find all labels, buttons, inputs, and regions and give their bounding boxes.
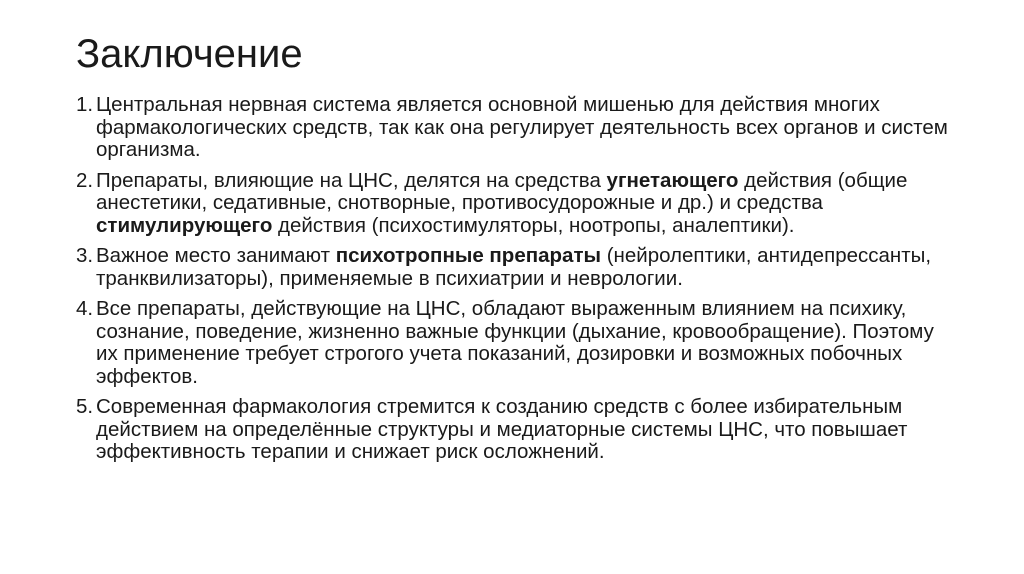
text-segment: Центральная нервная система является основной мишенью для действия многих фармакологических средств, так как она регулирует деятельность всех органов и систем организма.	[96, 93, 948, 161]
bold-term: угнетающего	[606, 168, 739, 192]
list-item	[76, 298, 956, 388]
bold-term: стимулирующего	[96, 213, 273, 237]
text-segment: Важное место занимают	[96, 244, 336, 267]
list-item	[76, 245, 956, 290]
text-segment: Препараты, влияющие на ЦНС, делятся на средства	[96, 168, 607, 192]
list-item	[76, 396, 956, 464]
slide-title: Заключение	[76, 32, 303, 76]
item-number: 4.	[76, 297, 94, 320]
item-text	[96, 298, 956, 388]
bold-term: психотропные препараты	[335, 244, 601, 267]
text-segment: действия (психостимуляторы, ноотропы, аналептики).	[272, 213, 795, 237]
item-text	[96, 245, 956, 290]
list-item	[76, 170, 956, 238]
item-number: 3.	[76, 244, 94, 267]
item-number: 5.	[76, 395, 94, 418]
item-text	[96, 94, 956, 162]
item-number: 1.	[76, 93, 94, 116]
text-segment: действия (общие анестетики, седативные, снотворные, противосудорожные и др.) и средства	[96, 168, 908, 214]
list-item	[76, 94, 956, 162]
text-segment: (нейролептики, антидепрессанты, транквилизаторы), применяемые в психиатрии и неврологии.	[96, 244, 932, 290]
item-text	[96, 396, 956, 464]
item-text	[96, 170, 956, 238]
text-segment: Все препараты, действующие на ЦНС, обладают выраженным влиянием на психику, сознание, поведение, жизненно важные функции (дыхание, кровообращение). Поэтому их применение требует строгого учета показаний, дозировки и возможных побочных эффектов.	[96, 297, 934, 388]
conclusion-list	[76, 94, 956, 472]
item-number: 2.	[76, 168, 94, 192]
text-segment: Современная фармакология стремится к созданию средств с более избирательным действием на определённые структуры и медиаторные системы ЦНС, что повышает эффективность терапии и снижает риск осложнений.	[96, 395, 908, 463]
